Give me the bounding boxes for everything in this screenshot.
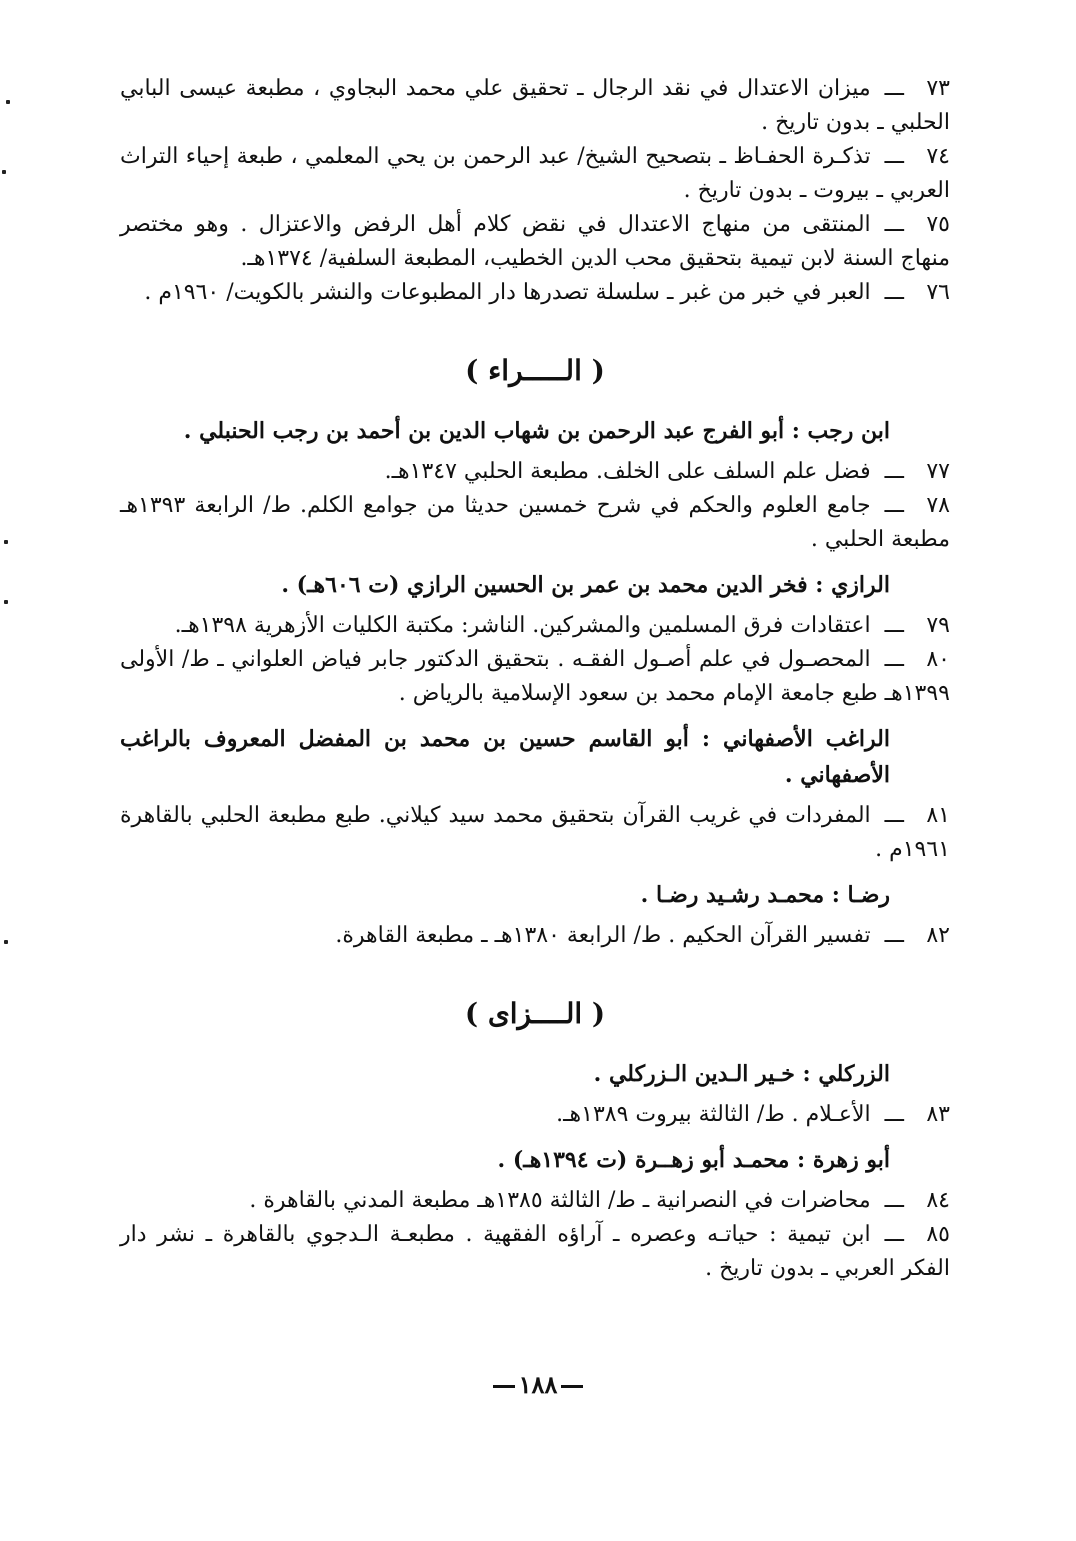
- entry-number: ٨٢: [926, 923, 950, 948]
- entry-number: ٧٥: [926, 212, 950, 237]
- entry-text: العبر في خبر من غبر ـ سلسلة تصدرها دار المطبوعات والنشر بالكويت/ ١٩٦٠م .: [144, 280, 871, 305]
- scan-speck: [4, 940, 8, 944]
- entry-text: جامع العلوم والحكم في شرح خمسين حديثا من جوامع الكلم. ط/ الرابعة ١٣٩٣هـ مطبعة الحلبي .: [120, 493, 950, 552]
- author-heading: أبو زهرة : محمـد أبو زهــرة (ت ١٣٩٤هـ) .: [497, 1147, 890, 1173]
- entry-number: ٧٧: [926, 459, 950, 484]
- entry-text: تفسير القرآن الحكيم . ط/ الرابعة ١٣٨٠هـ ـ مطبعة القاهرة.: [335, 923, 871, 948]
- scan-speck: [4, 540, 8, 544]
- list-item: [120, 140, 950, 208]
- list-item: [120, 1184, 950, 1218]
- entry-dash: ـــ: [884, 1222, 904, 1247]
- section-heading-ra: ( الـــــراء ): [465, 354, 605, 387]
- entry-text: محاضرات في النصرانية ـ ط/ الثالثة ١٣٨٥هـ مطبعة المدني بالقاهرة .: [249, 1188, 871, 1213]
- entry-text: المفردات في غريب القرآن بتحقيق محمد سيد كيلاني. طبع مطبعة الحلبي بالقاهرة ١٩٦١م .: [120, 803, 950, 862]
- list-item: [120, 1098, 950, 1132]
- entry-dash: ـــ: [884, 144, 904, 169]
- entry-number: ٧٣: [926, 76, 950, 101]
- entry-number: ٧٨: [926, 493, 950, 518]
- entry-number: ٨٥: [926, 1222, 950, 1247]
- footer-dash-left: [561, 1385, 583, 1388]
- footer-dash-right: [493, 1385, 515, 1388]
- author-heading: الزركلي : خـير الـدين الـزركلي .: [593, 1061, 890, 1087]
- entry-dash: ـــ: [884, 459, 904, 484]
- entry-dash: ـــ: [884, 1188, 904, 1213]
- entry-dash: ـــ: [884, 613, 904, 638]
- entry-text: المحصـول في علم أصـول الفقـه . بتحقيق الدكتور جابر فياض العلواني ـ ط/ الأولى ١٣٩٩هـ طبع جامعة الإمام محمد بن سعود الإسلامية بالرياض .: [120, 647, 950, 706]
- entry-text: المنتقى من منهاج الاعتدال في نقض كلام أهل الرفض والاعتزال . وهو مختصر منهاج السنة لابن تيمية بتحقيق محب الدين الخطيب، المطبعة السلفية/ ١٣٧٤هـ.: [120, 212, 950, 271]
- entry-text: اعتقادات فرق المسلمين والمشركين. الناشر: مكتبة الكليات الأزهرية ١٣٩٨هـ.: [174, 613, 871, 638]
- entry-dash: ـــ: [884, 212, 904, 237]
- entry-dash: ـــ: [884, 493, 904, 518]
- list-item: [120, 276, 950, 310]
- entry-text: الأعـلام . ط/ الثالثة بيروت ١٣٨٩هـ.: [556, 1102, 871, 1127]
- scan-speck: [2, 170, 6, 174]
- list-item: [120, 208, 950, 276]
- scan-speck: [6, 100, 10, 104]
- entry-number: ٨٤: [926, 1188, 950, 1213]
- list-item: [120, 72, 950, 140]
- entry-number: ٧٩: [926, 613, 950, 638]
- author-heading: ابن رجب : أبو الفرج عبد الرحمن بن شهاب الدين بن أحمد بن رجب الحنبلي .: [183, 418, 890, 444]
- entry-dash: ـــ: [884, 76, 904, 101]
- entry-number: ٨٠: [926, 647, 950, 672]
- entry-dash: ـــ: [884, 803, 904, 828]
- page-number: ١٨٨: [518, 1370, 558, 1399]
- entry-text: ميزان الاعتدال في نقد الرجال ـ تحقيق علي محمد البجاوي ، مطبعة عيسى البابي الحلبي ـ بدون تاريخ .: [120, 76, 950, 135]
- list-item: [120, 455, 950, 489]
- entry-number: ٨١: [926, 803, 950, 828]
- page-number-footer: [0, 1370, 1076, 1399]
- entry-dash: ـــ: [884, 1102, 904, 1127]
- list-item: [120, 609, 950, 643]
- author-heading: الرازي : فخر الدين محمد بن عمر بن الحسين الرازي (ت ٦٠٦هـ) .: [281, 572, 890, 598]
- list-item: [120, 919, 950, 953]
- entry-number: ٧٤: [926, 144, 950, 169]
- entry-dash: ـــ: [884, 280, 904, 305]
- page-body: [120, 72, 950, 1286]
- list-item: [120, 1218, 950, 1286]
- entry-number: ٧٦: [926, 280, 950, 305]
- entry-dash: ـــ: [884, 923, 904, 948]
- entry-dash: ـــ: [884, 647, 904, 672]
- scan-speck: [4, 600, 8, 604]
- list-item: [120, 489, 950, 557]
- list-item: [120, 799, 950, 867]
- list-item: [120, 643, 950, 711]
- entry-number: ٨٣: [926, 1102, 950, 1127]
- author-heading: الراغب الأصفهاني : أبو القاسم حسين بن محمد بن المفضل المعروف بالراغب الأصفهاني .: [120, 726, 890, 788]
- entry-text: فضل علم السلف على الخلف. مطبعة الحلبي ١٣٤٧هـ.: [384, 459, 871, 484]
- entry-text: تذكـرة الحفـاظ ـ بتصحيح الشيخ/ عبد الرحمن بن يحي المعلمي ، طبعة إحياء التراث العربي ـ بيروت ـ بدون تاريخ .: [120, 144, 950, 203]
- author-heading: رضـا : محمـد رشـيد رضـا .: [640, 882, 890, 908]
- section-heading-zay: ( الــــزاى ): [464, 997, 606, 1030]
- entry-text: ابن تيمية : حياتـه وعصره ـ آراؤه الفقهية . مطبعـة الـدجوي بالقاهرة ـ نشر دار الفكر العربي ـ بدون تاريخ .: [120, 1222, 950, 1281]
